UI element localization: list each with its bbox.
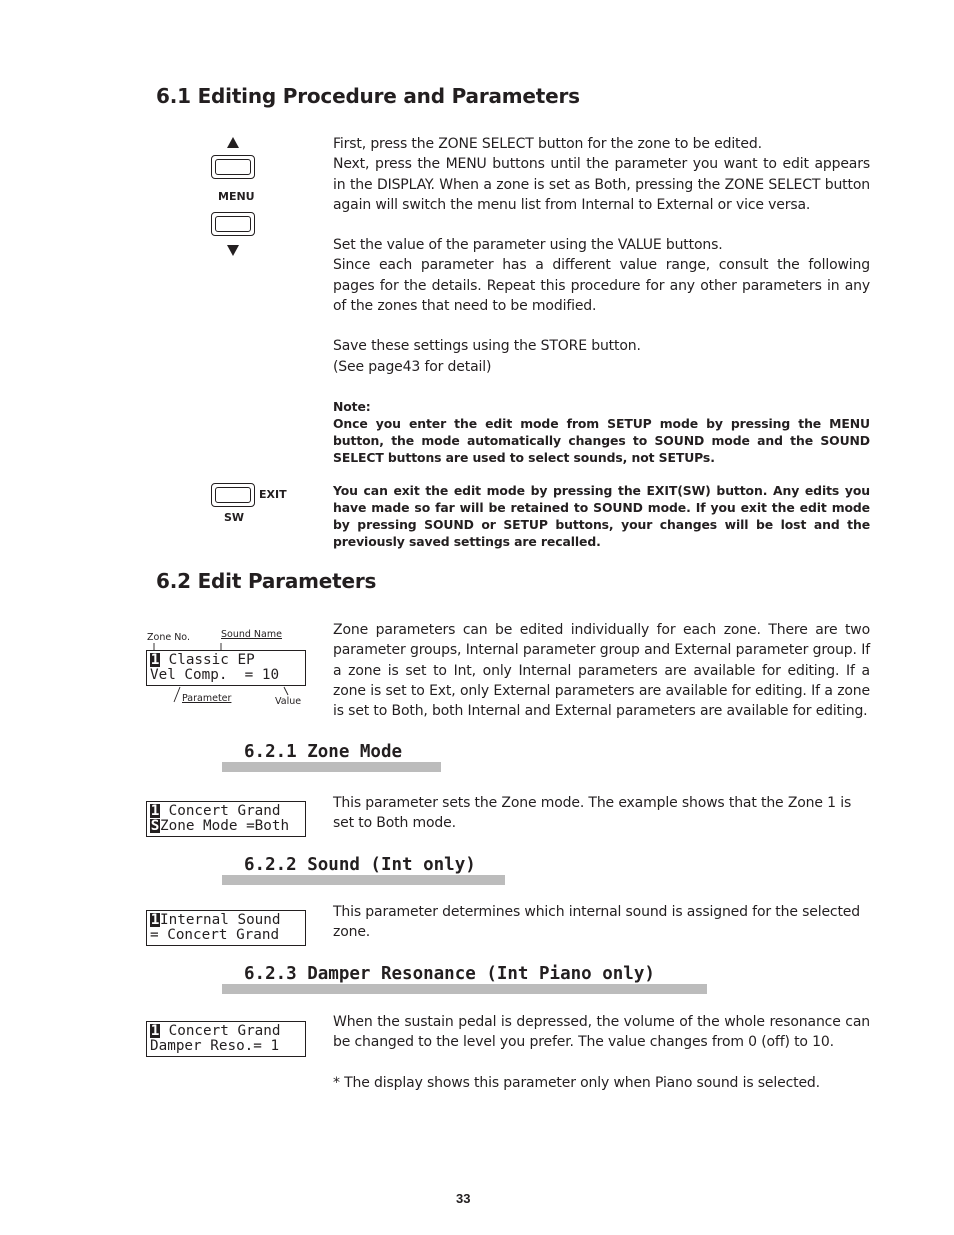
exit-label: EXIT bbox=[259, 488, 287, 501]
lcd-line1: Internal Sound bbox=[160, 912, 281, 928]
para2-line1: Set the value of the parameter using the VALUE buttons. bbox=[333, 237, 723, 254]
subsection-6-2-3-title: 6.2.3 Damper Resonance (Int Piano only) bbox=[244, 964, 655, 984]
lcd-line2: Zone Mode =Both bbox=[160, 818, 290, 834]
lcd-line2: Damper Reso.= 1 bbox=[150, 1038, 280, 1054]
para1-line1: First, press the ZONE SELECT button for the zone to be edited. bbox=[333, 136, 762, 152]
menu-down-arrow-icon bbox=[227, 245, 239, 256]
subsection-6-2-1-title: 6.2.1 Zone Mode bbox=[244, 742, 403, 762]
lcd-zone-mode bbox=[146, 801, 306, 837]
subsection-6-2-2-heading bbox=[222, 855, 505, 885]
para3-line2: (See page43 for detail) bbox=[333, 358, 492, 375]
edit-procedure-text bbox=[333, 134, 870, 377]
subsection-6-2-3-heading bbox=[222, 964, 707, 994]
exit-button-icon bbox=[211, 483, 255, 507]
zone-number: 1 bbox=[150, 652, 160, 668]
zone-number: 1 bbox=[150, 1023, 160, 1039]
menu-down-button-icon bbox=[211, 212, 255, 236]
para2-line2: Since each parameter has a different value range, consult the following pages for the details. Repeat this procedure for any other parameters in any of the zones that need to be modified. bbox=[333, 257, 870, 315]
lcd-line1: Concert Grand bbox=[160, 1023, 281, 1039]
subsection-6-2-1-heading bbox=[222, 742, 441, 772]
lcd-sound bbox=[146, 910, 306, 946]
menu-up-button-icon bbox=[211, 155, 255, 179]
zone-mode-text: This parameter sets the Zone mode. The example shows that the Zone 1 is set to Both mode. bbox=[333, 795, 852, 832]
menu-up-arrow-icon bbox=[227, 137, 239, 148]
lcd-display-example bbox=[146, 650, 306, 686]
section-title-6-2: 6.2 Edit Parameters bbox=[156, 569, 377, 593]
zone-no-label: Zone No. bbox=[147, 632, 190, 643]
lcd-line2: = Concert Grand bbox=[150, 927, 280, 943]
parameter-label: Parameter bbox=[182, 693, 232, 704]
damper-resonance-footnote: * The display shows this parameter only when Piano sound is selected. bbox=[333, 1074, 820, 1091]
sound-text: This parameter determines which internal sound is assigned for the selected zone. bbox=[333, 904, 861, 941]
subsection-6-2-2-title: 6.2.2 Sound (Int only) bbox=[244, 855, 476, 875]
section-title-6-1: 6.1 Editing Procedure and Parameters bbox=[156, 84, 580, 108]
sound-name-label: Sound Name bbox=[221, 629, 282, 640]
menu-label: MENU bbox=[218, 190, 255, 203]
page-number: 33 bbox=[456, 1191, 471, 1206]
lcd-damper-resonance bbox=[146, 1021, 306, 1057]
zone-parameters-intro: Zone parameters can be edited individually for each zone. There are two parameter groups, Internal parameter group and External parameter group. If a zone is set to Int, only Internal parameters are available for editing. If a zone is set to Ext, only External parameters are available for editing. If a zone is set to Both, both Internal and External parameters are available for editing. bbox=[333, 622, 870, 720]
para3-line1: Save these settings using the STORE button. bbox=[333, 338, 641, 355]
note-block bbox=[333, 398, 870, 466]
zone-number: 1 bbox=[150, 912, 160, 928]
exit-note-text: You can exit the edit mode by pressing the EXIT(SW) button. Any edits you have made so far will be retained to SOUND mode. If you exit the edit mode by pressing SOUND or SETUP buttons, your changes will be lost and the previously saved settings are recalled. bbox=[333, 483, 870, 549]
note-text: Once you enter the edit mode from SETUP mode by pressing the MENU button, the mode automatically changes to SOUND mode and the SOUND SELECT buttons are used to select sounds, not SETUPs. bbox=[333, 416, 870, 465]
note-title: Note: bbox=[333, 399, 371, 414]
value-label: Value bbox=[275, 696, 302, 707]
para1-line2: Next, press the MENU buttons until the parameter you want to edit appears in the DISPLAY. When a zone is set as Both, pressing the ZONE SELECT button again will switch the menu list from Internal to External or vice versa. bbox=[333, 156, 870, 213]
lcd-line2: Vel Comp. = 10 bbox=[150, 667, 280, 683]
lcd-line1: Classic EP bbox=[160, 652, 255, 668]
lcd-line1: Concert Grand bbox=[160, 803, 281, 819]
damper-resonance-text: When the sustain pedal is depressed, the volume of the whole resonance can be changed to the level you prefer. The value changes from 0 (off) to 10. bbox=[333, 1014, 870, 1051]
sw-label: SW bbox=[224, 511, 245, 524]
zone-number: 1 bbox=[150, 803, 160, 819]
zone-mode-glyph: S bbox=[150, 818, 160, 834]
damper-resonance-text-block bbox=[333, 1012, 870, 1093]
